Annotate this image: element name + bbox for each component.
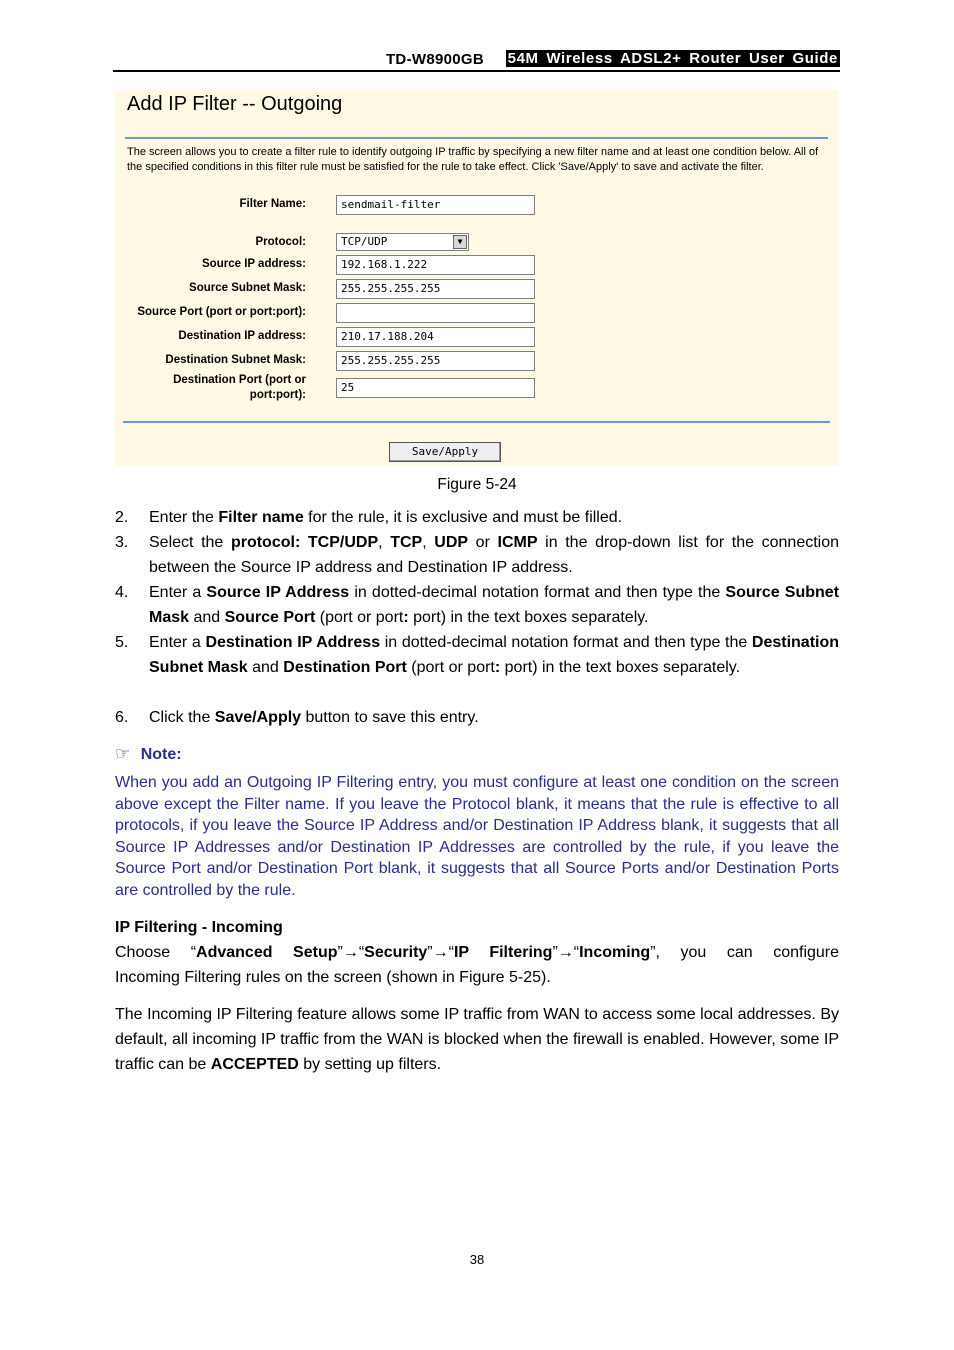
- pointing-hand-icon: ☞: [115, 744, 131, 764]
- source-ip-label: Source IP address:: [202, 258, 306, 270]
- filter-name-input[interactable]: sendmail-filter: [336, 195, 535, 215]
- dest-port-input[interactable]: 25: [336, 378, 535, 398]
- note-label: Note:: [140, 746, 182, 763]
- incoming-paragraph: The Incoming IP Filtering feature allows some IP traffic from WAN to access some local addresses. By default, all incoming IP traffic from the WAN is blocked when the firewall is enabled. However, some IP traffic can be ACCEPTED by setting up filters.: [115, 1006, 839, 1073]
- protocol-label: Protocol:: [255, 236, 306, 248]
- dest-ip-input[interactable]: 210.17.188.204: [336, 327, 535, 347]
- dest-port-label-line1: Destination Port (port or: [173, 374, 306, 386]
- list-text: Enter a Destination IP Address in dotted-decimal notation format and then type the Destination Subnet Mask and Destination Port (port or port: port) in the text boxes separately.: [149, 634, 840, 676]
- list-number: 4.: [115, 584, 129, 601]
- list-text: Select the protocol: TCP/UDP, TCP, UDP or ICMP in the drop-down list for the connection between the Source IP address and Destination IP address.: [149, 534, 840, 576]
- title-divider: [125, 137, 828, 139]
- list-text: Click the Save/Apply button to save this entry.: [149, 709, 479, 726]
- chevron-down-icon[interactable]: ▼: [453, 235, 467, 249]
- header-title: 54M Wireless ADSL2+ Router User Guide: [507, 50, 838, 67]
- source-port-input[interactable]: [336, 303, 535, 323]
- list-number: 5.: [115, 634, 129, 651]
- page-number: 38: [469, 1252, 485, 1267]
- dest-mask-input[interactable]: 255.255.255.255: [336, 351, 535, 371]
- protocol-select-value: TCP/UDP: [341, 235, 388, 248]
- list-number: 3.: [115, 534, 129, 551]
- filter-name-label: Filter Name:: [239, 198, 306, 210]
- header-model: TD-W8900GB: [385, 51, 484, 68]
- list-number: 2.: [115, 509, 129, 526]
- source-mask-label: Source Subnet Mask:: [189, 282, 306, 294]
- list-text: Enter the Filter name for the rule, it is exclusive and must be filled.: [149, 509, 623, 526]
- dest-ip-label: Destination IP address:: [178, 330, 306, 342]
- dest-mask-label: Destination Subnet Mask:: [165, 354, 306, 366]
- source-ip-input[interactable]: 192.168.1.222: [336, 255, 535, 275]
- panel-title: Add IP Filter -- Outgoing: [127, 93, 343, 115]
- page-header: [113, 49, 840, 72]
- add-ip-filter-outgoing-panel: [115, 90, 839, 466]
- section-heading: IP Filtering - Incoming: [115, 919, 283, 936]
- footer-divider: [123, 421, 830, 423]
- source-mask-input[interactable]: 255.255.255.255: [336, 279, 535, 299]
- panel-description: The screen allows you to create a filter rule to identify outgoing IP traffic by specifying a new filter name and at least one condition below. All of the specified conditions in this filter rule must be satisfied for the rule to take effect. Click 'Save/Apply' to save and activate the filter.: [127, 146, 819, 173]
- note-heading: [115, 744, 182, 764]
- dest-port-label-line2: port:port):: [249, 389, 306, 401]
- list-number: 6.: [115, 709, 129, 726]
- protocol-select[interactable]: [336, 233, 469, 251]
- note-text: When you add an Outgoing IP Filtering entry, you must configure at least one condition on the screen above except the Filter name. If you leave the Protocol blank, it means that the rule is effective to all protocols, if you leave the Source IP Address and/or Destination IP Address blank, it suggests that all Source IP Addresses and/or Destination IP Addresses are controlled by the rule, if you leave the Source Port and/or Destination Port blank, it suggests that all Source Ports and/or Destination Ports are controlled by the rule.: [115, 774, 839, 899]
- source-port-label: Source Port (port or port:port):: [137, 306, 306, 318]
- choose-line-2: Incoming Filtering rules on the screen (shown in Figure 5-25).: [115, 969, 551, 986]
- figure-caption: Figure 5-24: [437, 476, 517, 493]
- choose-line: Choose “Advanced Setup”→“Security”→“IP Filtering”→“Incoming”, you can configure: [115, 944, 839, 961]
- save-apply-button[interactable]: Save/Apply: [389, 442, 501, 462]
- list-text: Enter a Source IP Address in dotted-decimal notation format and then type the Source Subnet Mask and Source Port (port or port: port) in the text boxes separately.: [149, 584, 840, 626]
